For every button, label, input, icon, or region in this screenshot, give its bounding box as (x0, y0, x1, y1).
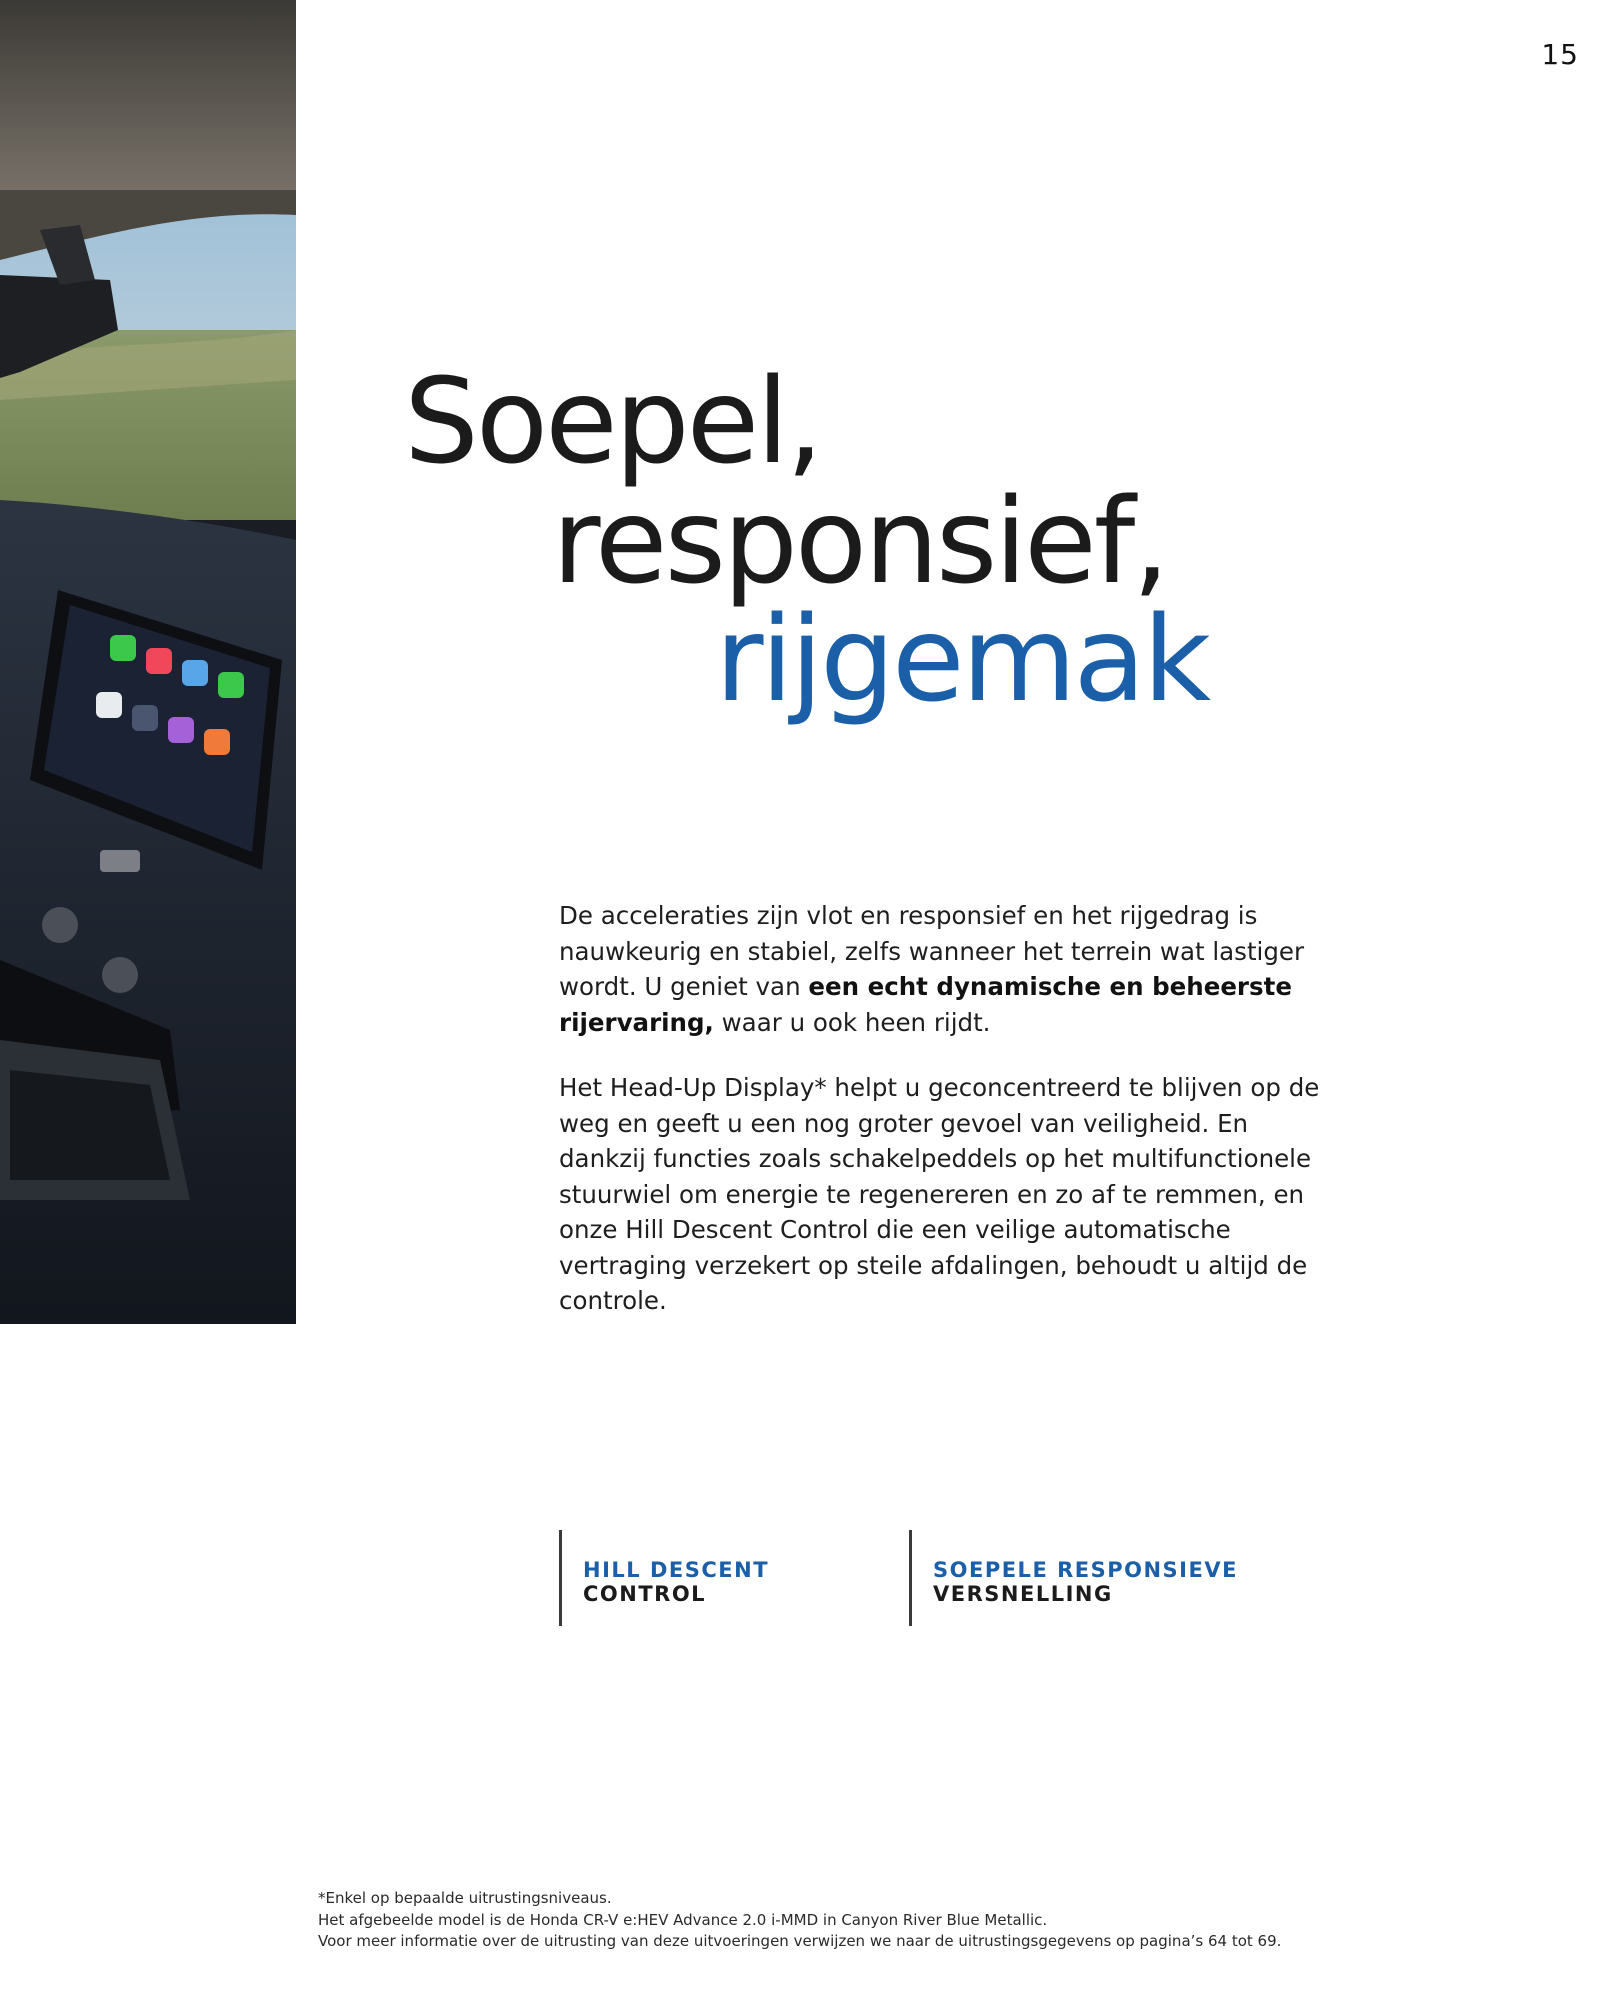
footnote-2: Het afgebeelde model is de Honda CR-V e:HEV Advance 2.0 i-MMD in Canyon River Blue Metallic. (318, 1910, 1048, 1929)
headline-line-2: responsief, (552, 472, 1167, 610)
feature-smooth-acceleration (909, 1530, 1289, 1626)
body-paragraph-1-bold: een echt dynamische en beheerste rijervaring, (559, 972, 1292, 1037)
feature-title-accent: HILL DESCENT (583, 1558, 770, 1582)
feature-hill-descent-control (559, 1530, 899, 1626)
footnote-1: *Enkel op bepaalde uitrustingsniveaus. (318, 1889, 612, 1907)
feature-title-accent: SOEPELE RESPONSIEVE (933, 1558, 1238, 1582)
feature-list (559, 1530, 1359, 1630)
interior-photo (0, 0, 296, 1324)
body-paragraph-2: Het Head-Up Display* helpt u geconcentreerd te blijven op de weg en geeft u een nog groter gevoel van veiligheid. En dankzij functies zoals schakelpeddels op het multifunctionele stuurwiel om energie te regenereren en zo af te remmen, en onze Hill Descent Control die een veilige automatische vertraging verzekert op steile afdalingen, behoudt u altijd de controle. (559, 1073, 1320, 1315)
headline-line-1: Soepel, (404, 352, 821, 490)
body-paragraph-1-end: waar u ook heen rijdt. (713, 1007, 991, 1037)
body-paragraph-1-text: De acceleraties zijn vlot en responsief en het rijgedrag is nauwkeurig en stabiel, zelfs wanneer het terrein wat lastiger wordt. U geniet van (559, 901, 1305, 1001)
body-text (559, 898, 1339, 1349)
body-paragraph-1 (559, 898, 1339, 1040)
feature-title: CONTROL (583, 1582, 707, 1606)
page-number: 15 (1541, 38, 1579, 71)
feature-title: VERSNELLING (933, 1582, 1113, 1606)
footnote-3: Voor meer informatie over de uitrusting van deze uitvoeringen verwijzen we naar de uitrustingsgegevens op pagina’s 64 tot 69. (318, 1932, 1282, 1950)
footnotes (318, 1888, 1498, 1953)
headline-line-3: rijgemak (715, 590, 1209, 728)
